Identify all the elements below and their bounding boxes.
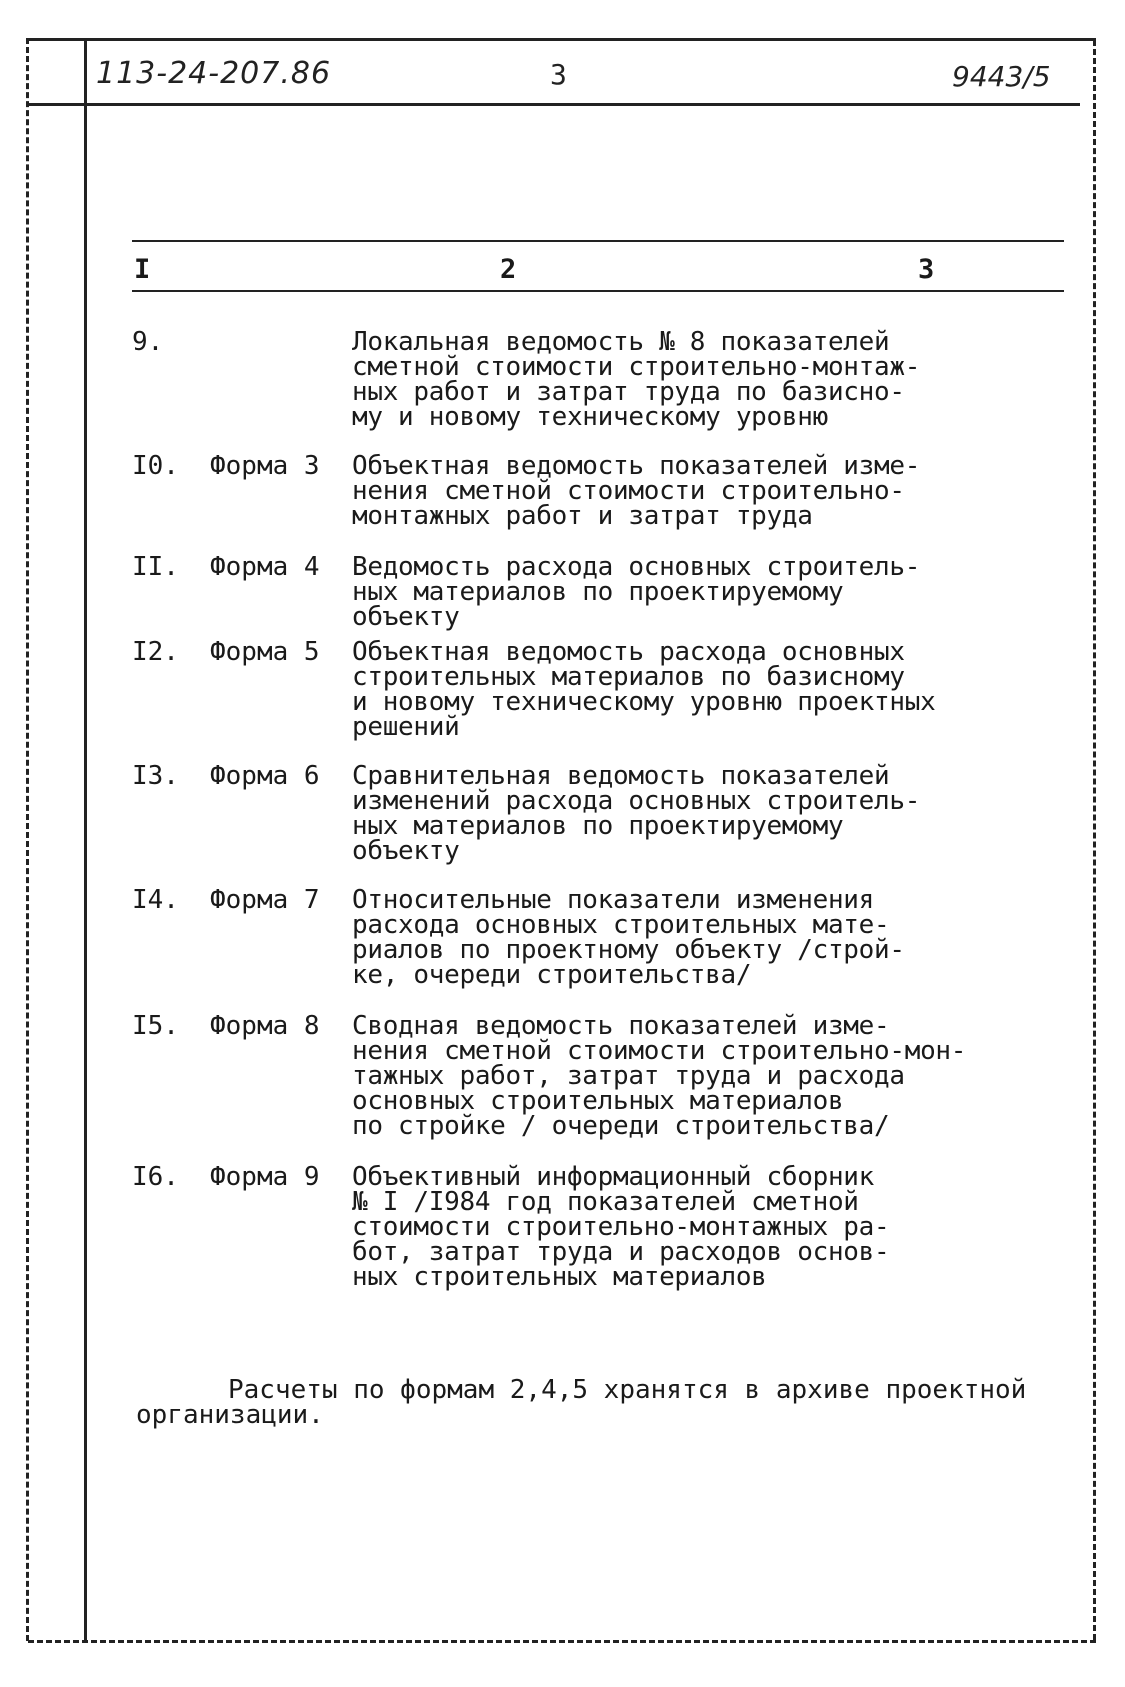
item-form: Форма 8 <box>210 1011 320 1041</box>
table-header-rule-bottom <box>132 290 1064 292</box>
item-description: Сравнительная ведомость показателей изменений расхода основных строитель- ных материалов по проектируемому объекту <box>352 761 921 866</box>
item-form: Форма 7 <box>210 885 320 915</box>
document-code: 113-24-207.86 <box>96 56 332 91</box>
item-description: Относительные показатели изменения расхода основных строительных мате- риалов по проектному объекту /строй- ке, очереди строительства/ <box>352 885 905 990</box>
document-list <box>132 327 1082 1310</box>
list-item <box>132 885 1082 990</box>
item-description: Ведомость расхода основных строитель- ных материалов по проектируемому объекту <box>352 552 921 632</box>
item-form: Форма 5 <box>210 637 320 667</box>
header-rule <box>28 103 1080 106</box>
item-number: I6. <box>132 1162 179 1192</box>
item-form: Форма 4 <box>210 552 320 582</box>
list-item <box>132 761 1082 866</box>
footnote-text <box>136 1375 1036 1430</box>
item-number: II. <box>132 552 179 582</box>
item-number: I0. <box>132 451 179 481</box>
frame-right-border <box>1093 40 1096 1640</box>
item-number: 9. <box>132 327 164 357</box>
frame-binding-line <box>84 38 87 1641</box>
item-form: Форма 9 <box>210 1162 320 1192</box>
item-description: Сводная ведомость показателей изме- нения сметной стоимости строительно-мон- тажных работ, затрат труда и расхода основных строительных материалов по стройке / очереди строительства/ <box>352 1011 967 1141</box>
sheet-reference: 9443/5 <box>952 60 1051 93</box>
list-item <box>132 552 1082 632</box>
item-form: Форма 6 <box>210 761 320 791</box>
list-item <box>132 327 1082 432</box>
page-number: 3 <box>550 58 567 91</box>
item-number: I5. <box>132 1011 179 1041</box>
footnote-body: Расчеты по формам 2,4,5 хранятся в архиве проектной организации. <box>136 1375 1027 1430</box>
list-item <box>132 451 1082 531</box>
item-number: I2. <box>132 637 179 667</box>
list-item <box>132 637 1082 742</box>
item-number: I4. <box>132 885 179 915</box>
column-header-2: 2 <box>500 254 517 285</box>
item-description: Объективный информационный сборник № I /I984 год показателей сметной стоимости строительно-монтажных ра- бот, затрат труда и расходов основ- ных строительных материалов <box>352 1162 890 1292</box>
item-description: Локальная ведомость № 8 показателей сметной стоимости строительно-монтаж- ных работ и затрат труда по базисно- му и новому техническому уровню <box>352 327 921 432</box>
item-number: I3. <box>132 761 179 791</box>
item-description: Объектная ведомость показателей изме- нения сметной стоимости строительно- монтажных работ и затрат труда <box>352 451 921 531</box>
frame-bottom-border <box>28 1640 1096 1643</box>
list-item <box>132 1011 1082 1141</box>
frame-left-border <box>26 38 29 1641</box>
column-header-3: 3 <box>918 254 935 285</box>
item-form: Форма 3 <box>210 451 320 481</box>
list-item <box>132 1162 1082 1292</box>
item-description: Объектная ведомость расхода основных строительных материалов по базисному и новому техническому уровню проектных решений <box>352 637 936 742</box>
item-form <box>210 330 352 430</box>
frame-top-border <box>28 38 1096 41</box>
column-header-1: I <box>134 254 151 285</box>
table-header-rule-top <box>132 240 1064 242</box>
